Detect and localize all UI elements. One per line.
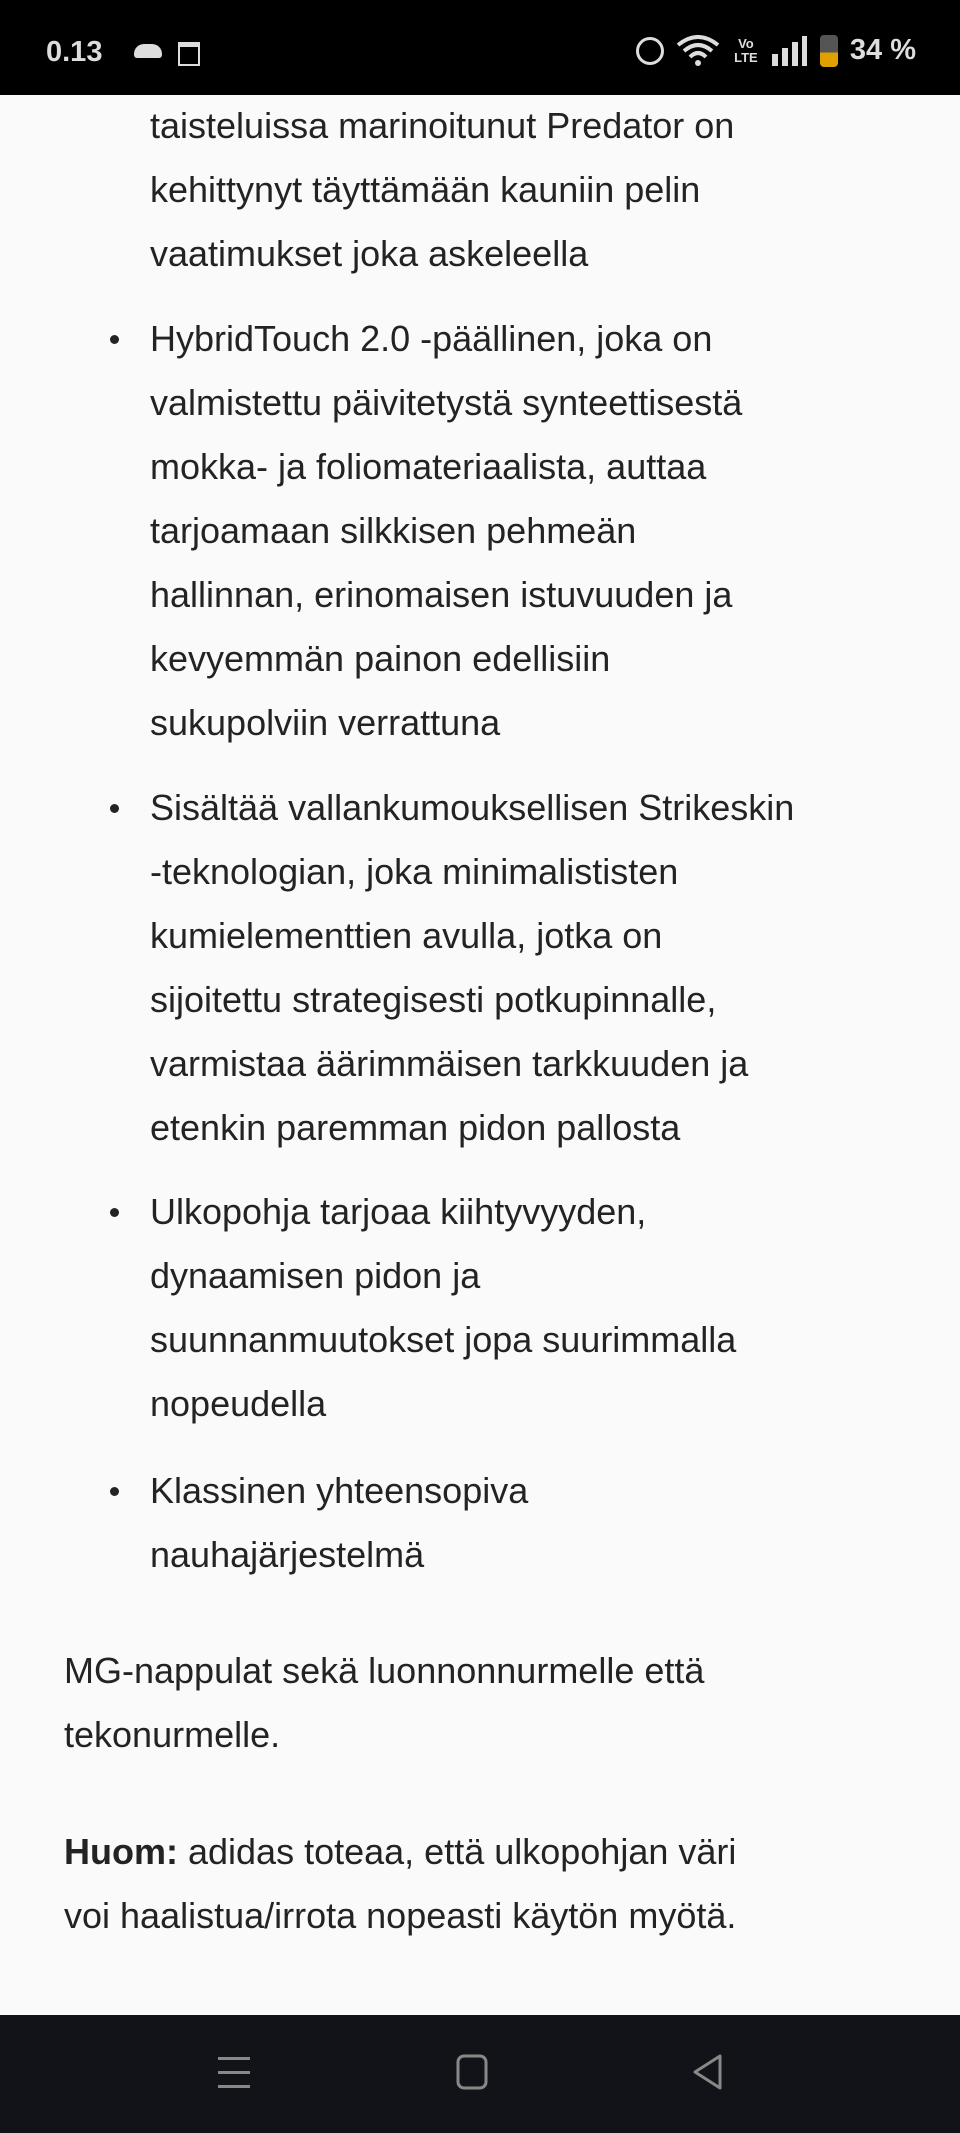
text-line: valmistettu päivitetystä synteettisestä xyxy=(150,382,743,423)
bullet-continuation xyxy=(150,94,734,286)
text-line: nauhajärjestelmä xyxy=(150,1534,425,1575)
text-line xyxy=(64,1820,736,1884)
clock: 0.13 xyxy=(46,36,103,68)
text-line: etenkin paremman pidon pallosta xyxy=(150,1107,681,1148)
text-line: sukupolviin verrattuna xyxy=(150,702,501,743)
battery-percent: 34 % xyxy=(849,34,916,66)
bullet-item xyxy=(150,1459,528,1587)
text-line: dynaamisen pidon ja xyxy=(150,1255,481,1296)
text-line: kumielementtien avulla, jotka on xyxy=(150,915,663,956)
bullet-item xyxy=(150,307,742,755)
paragraph-studs xyxy=(64,1639,704,1767)
text-line: kehittynyt täyttämään kauniin pelin xyxy=(150,169,701,210)
signal-icon xyxy=(772,36,808,66)
text-line: tarjoamaan silkkisen pehmeän xyxy=(150,510,637,551)
cloud-icon xyxy=(134,44,162,58)
home-button[interactable] xyxy=(454,2053,490,2093)
paragraph-note xyxy=(64,1820,736,1948)
bullet-dot xyxy=(110,1208,119,1217)
text-line: tekonurmelle. xyxy=(64,1714,281,1755)
battery-icon xyxy=(820,35,838,67)
text-line: Ulkopohja tarjoaa kiihtyvyyden, xyxy=(150,1191,647,1232)
bullet-item xyxy=(150,776,794,1160)
text-line: sijoitettu strategisesti potkupinnalle, xyxy=(150,979,717,1020)
note-text: adidas toteaa, että ulkopohjan väri xyxy=(177,1831,737,1872)
alarm-icon xyxy=(636,37,664,65)
text-line: hallinnan, erinomaisen istuvuuden ja xyxy=(150,574,733,615)
bullet-item xyxy=(150,1180,736,1436)
status-bar xyxy=(0,0,960,95)
text-line: mokka- ja foliomateriaalista, auttaa xyxy=(150,446,707,487)
text-line: Klassinen yhteensopiva xyxy=(150,1470,529,1511)
text-line: HybridTouch 2.0 -päällinen, joka on xyxy=(150,318,713,359)
text-line: voi haalistua/irrota nopeasti käytön myötä. xyxy=(64,1895,737,1936)
bullet-dot xyxy=(110,804,119,813)
text-line: taisteluissa marinoitunut Predator on xyxy=(150,105,735,146)
recent-apps-button[interactable] xyxy=(216,2053,252,2093)
text-line: kevyemmän painon edellisiin xyxy=(150,638,611,679)
back-button[interactable] xyxy=(690,2053,726,2093)
volte-icon: Vo LTE xyxy=(734,35,758,65)
text-line: varmistaa äärimmäisen tarkkuuden ja xyxy=(150,1043,749,1084)
text-line: nopeudella xyxy=(150,1383,327,1424)
wifi-icon xyxy=(676,35,720,67)
bullet-dot xyxy=(110,1487,119,1496)
text-line: MG-nappulat sekä luonnonnurmelle että xyxy=(64,1650,705,1691)
text-line: -teknologian, joka minimalististen xyxy=(150,851,679,892)
text-line: suunnanmuutokset jopa suurimmalla xyxy=(150,1319,737,1360)
calendar-icon xyxy=(178,42,200,66)
bullet-dot xyxy=(110,335,119,344)
text-line: Sisältää vallankumouksellisen Strikeskin xyxy=(150,787,795,828)
note-label: Huom: xyxy=(64,1831,178,1872)
text-line: vaatimukset joka askeleella xyxy=(150,233,589,274)
navigation-bar xyxy=(0,2015,960,2133)
